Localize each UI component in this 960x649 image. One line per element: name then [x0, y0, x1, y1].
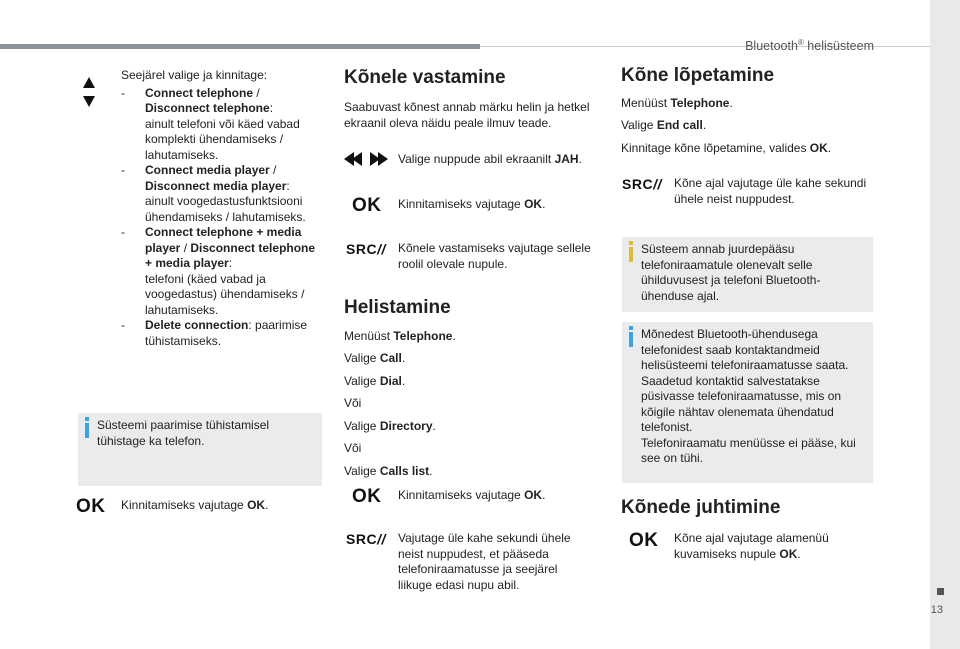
src-phone-icon: SRC//	[346, 241, 386, 257]
continue-marker	[937, 588, 944, 595]
note-box-contacts: Mõnedest Bluetooth-ühendusega telefonidest saab kontaktandmeid helisüsteemi telefoniraamatusse saata. Saadetud kontaktid salvestatakse püsivasse telefoniraamatusse, mis on kõigile nähtav olenemata ühendatud telefonist. Telefoniraamatu menüüsse ei pääse, kui see on tühi.	[622, 322, 873, 483]
ok-button-icon: OK	[629, 530, 659, 551]
up-down-arrows-icon	[82, 77, 98, 107]
page-number: 13	[930, 604, 943, 616]
info-icon	[85, 423, 89, 438]
list-item: - Delete connection: paarimise tühistamiseks.	[121, 318, 308, 348]
ok-button-icon: OK	[76, 496, 106, 517]
info-icon	[629, 332, 633, 347]
col3-end: Kõne lõpetamine Menüüst Telephone. Valige End call. Kinnitage kõne lõpetamine, valides OK.	[621, 68, 873, 163]
left-right-arrows-icon	[344, 152, 388, 166]
page-header-title: Bluetooth® helisüsteem	[745, 38, 874, 54]
top-bar	[0, 44, 480, 49]
heading-end-call: Kõne lõpetamine	[621, 65, 775, 86]
src-phone-icon: SRC//	[622, 176, 662, 192]
list-item: - Connect telephone / Disconnect telephone: ainult telefoni või käed vabad komplekti ühendamiseks / lahutamiseks.	[121, 85, 300, 162]
col1-text	[121, 68, 321, 349]
src-phone-icon: SRC//	[346, 531, 386, 547]
info-icon	[629, 247, 633, 262]
col2	[344, 67, 599, 131]
heading-call-management: Kõnede juhtimine	[621, 497, 781, 518]
ok-button-icon: OK	[352, 195, 382, 216]
answer-intro: Saabuvast kõnest annab märku helin ja hetkel ekraanil oleva näidu peale ilmuv teade.	[344, 100, 590, 130]
col2-dial: Helistamine Menüüst Telephone. Valige Call. Valige Dial. Või Valige Directory. Või Valige Calls list.	[344, 300, 599, 486]
note-box-phonebook: Süsteem annab juurdepääsu telefoniraamatule olenevalt selle ühilduvusest ja telefoni Bluetooth-ühenduse ajal.	[622, 237, 873, 312]
note-box-unpair: Süsteemi paarimise tühistamisel tühistage ka telefon.	[78, 413, 322, 486]
list-item: - Connect telephone + media player / Disconnect telephone + media player: telefoni (käed vabad ja voogedastus) ühendamiseks / lahutamiseks.	[121, 225, 316, 317]
sidebar-strip	[930, 0, 960, 649]
ok-button-icon: OK	[352, 486, 382, 507]
list-item: - Connect media player / Disconnect media player: ainult voogedastusfunktsiooni ühendamiseks / lahutamiseks.	[121, 163, 306, 224]
col3-manage	[621, 497, 873, 519]
heading-answer-call: Kõnele vastamine	[344, 67, 506, 88]
heading-dialing: Helistamine	[344, 297, 451, 318]
col1-intro: Seejärel valige ja kinnitage:	[121, 68, 268, 82]
